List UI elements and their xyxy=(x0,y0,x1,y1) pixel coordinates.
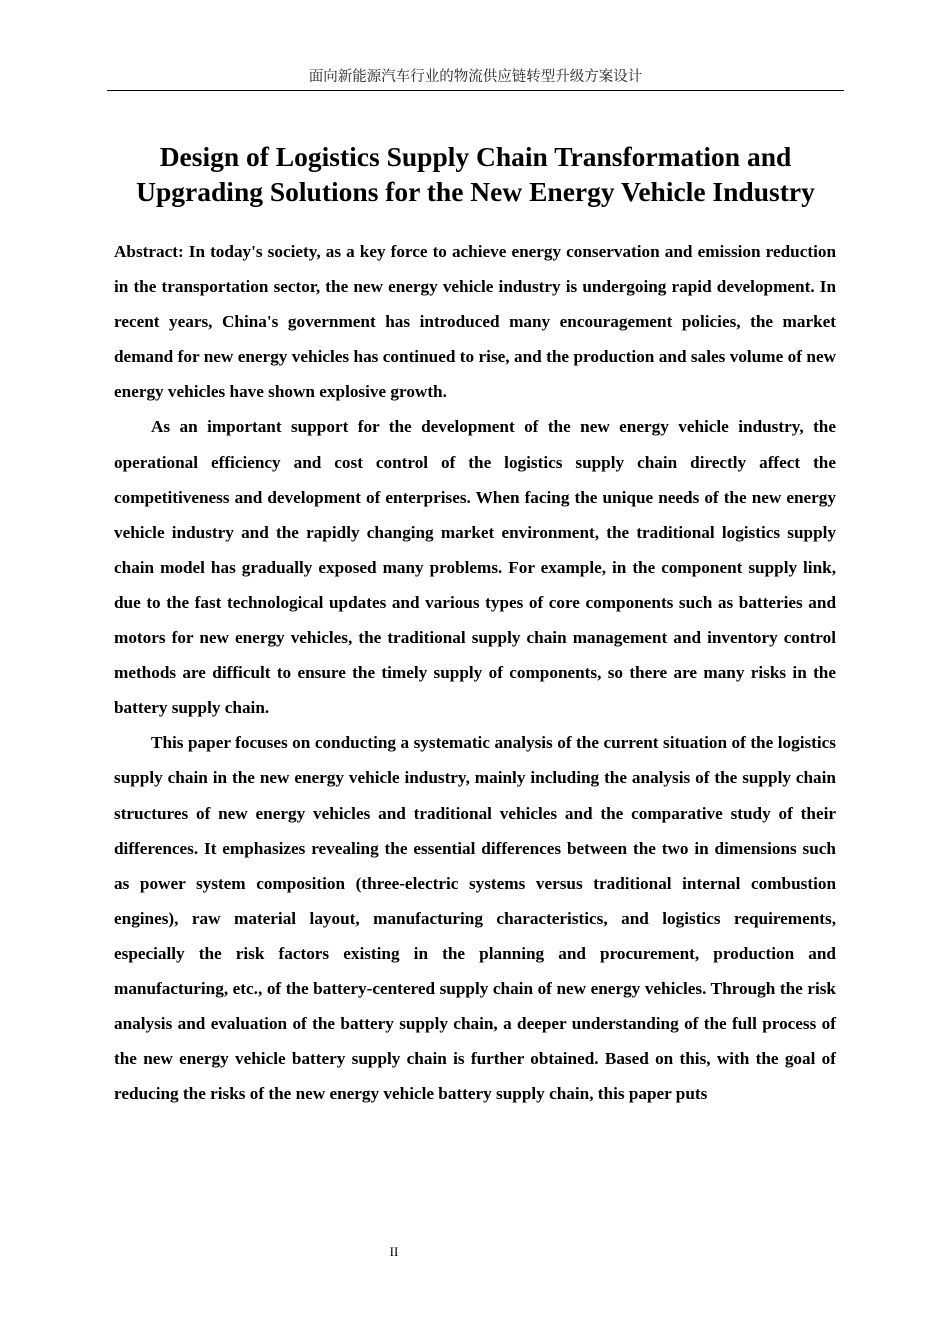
abstract-paragraph-2: As an important support for the development of the new energy vehicle industry, the operational efficiency and cost control of the logistics supply chain directly affect the competitiveness and development of enterprises. When facing the unique needs of the new energy vehicle industry and the rapidly changing market environment, the traditional logistics supply chain model has gradually exposed many problems. For example, in the component supply link, due to the fast technological updates and various types of core components such as batteries and motors for new energy vehicles, the traditional supply chain management and inventory control methods are difficult to ensure the timely supply of components, so there are many risks in the battery supply chain. xyxy=(114,417,836,718)
paper-title-line-2: Upgrading Solutions for the New Energy Vehicle Industry xyxy=(136,176,815,207)
abstract-label: Abstract: xyxy=(114,242,189,261)
page-number: II xyxy=(389,1244,399,1259)
abstract-body xyxy=(114,234,836,1111)
abstract-paragraph-1-text: In today's society, as a key force to achieve energy conservation and emission reduction in the transportation sector, the new energy vehicle industry is undergoing rapid development. In recent years, China's government has introduced many encouragement policies, the market demand for new energy vehicles has continued to rise, and the production and sales volume of new energy vehicles have shown explosive growth. xyxy=(114,242,837,402)
abstract-paragraph-3: This paper focuses on conducting a systematic analysis of the current situation of the logistics supply chain in the new energy vehicle industry, mainly including the analysis of the supply chain structures of new energy vehicles and traditional vehicles and the comparative study of their differences. It emphasizes revealing the essential differences between the two in dimensions such as power system composition (three-electric systems versus traditional internal combustion engines), raw material layout, manufacturing characteristics, and logistics requirements, especially the risk factors existing in the planning and procurement, production and manufacturing, etc., of the battery-centered supply chain of new energy vehicles. Through the risk analysis and evaluation of the battery supply chain, a deeper understanding of the full process of the new energy vehicle battery supply chain is further obtained. Based on this, with the goal of reducing the risks of the new energy vehicle battery supply chain, this paper puts xyxy=(114,733,836,1104)
header-rule xyxy=(107,90,844,91)
paper-title-line-1: Design of Logistics Supply Chain Transformation and xyxy=(159,141,792,172)
abstract-paragraph-1 xyxy=(114,234,836,409)
running-header-title: 面向新能源汽车行业的物流供应链转型升级方案设计 xyxy=(308,69,643,85)
paper-title xyxy=(107,139,844,209)
